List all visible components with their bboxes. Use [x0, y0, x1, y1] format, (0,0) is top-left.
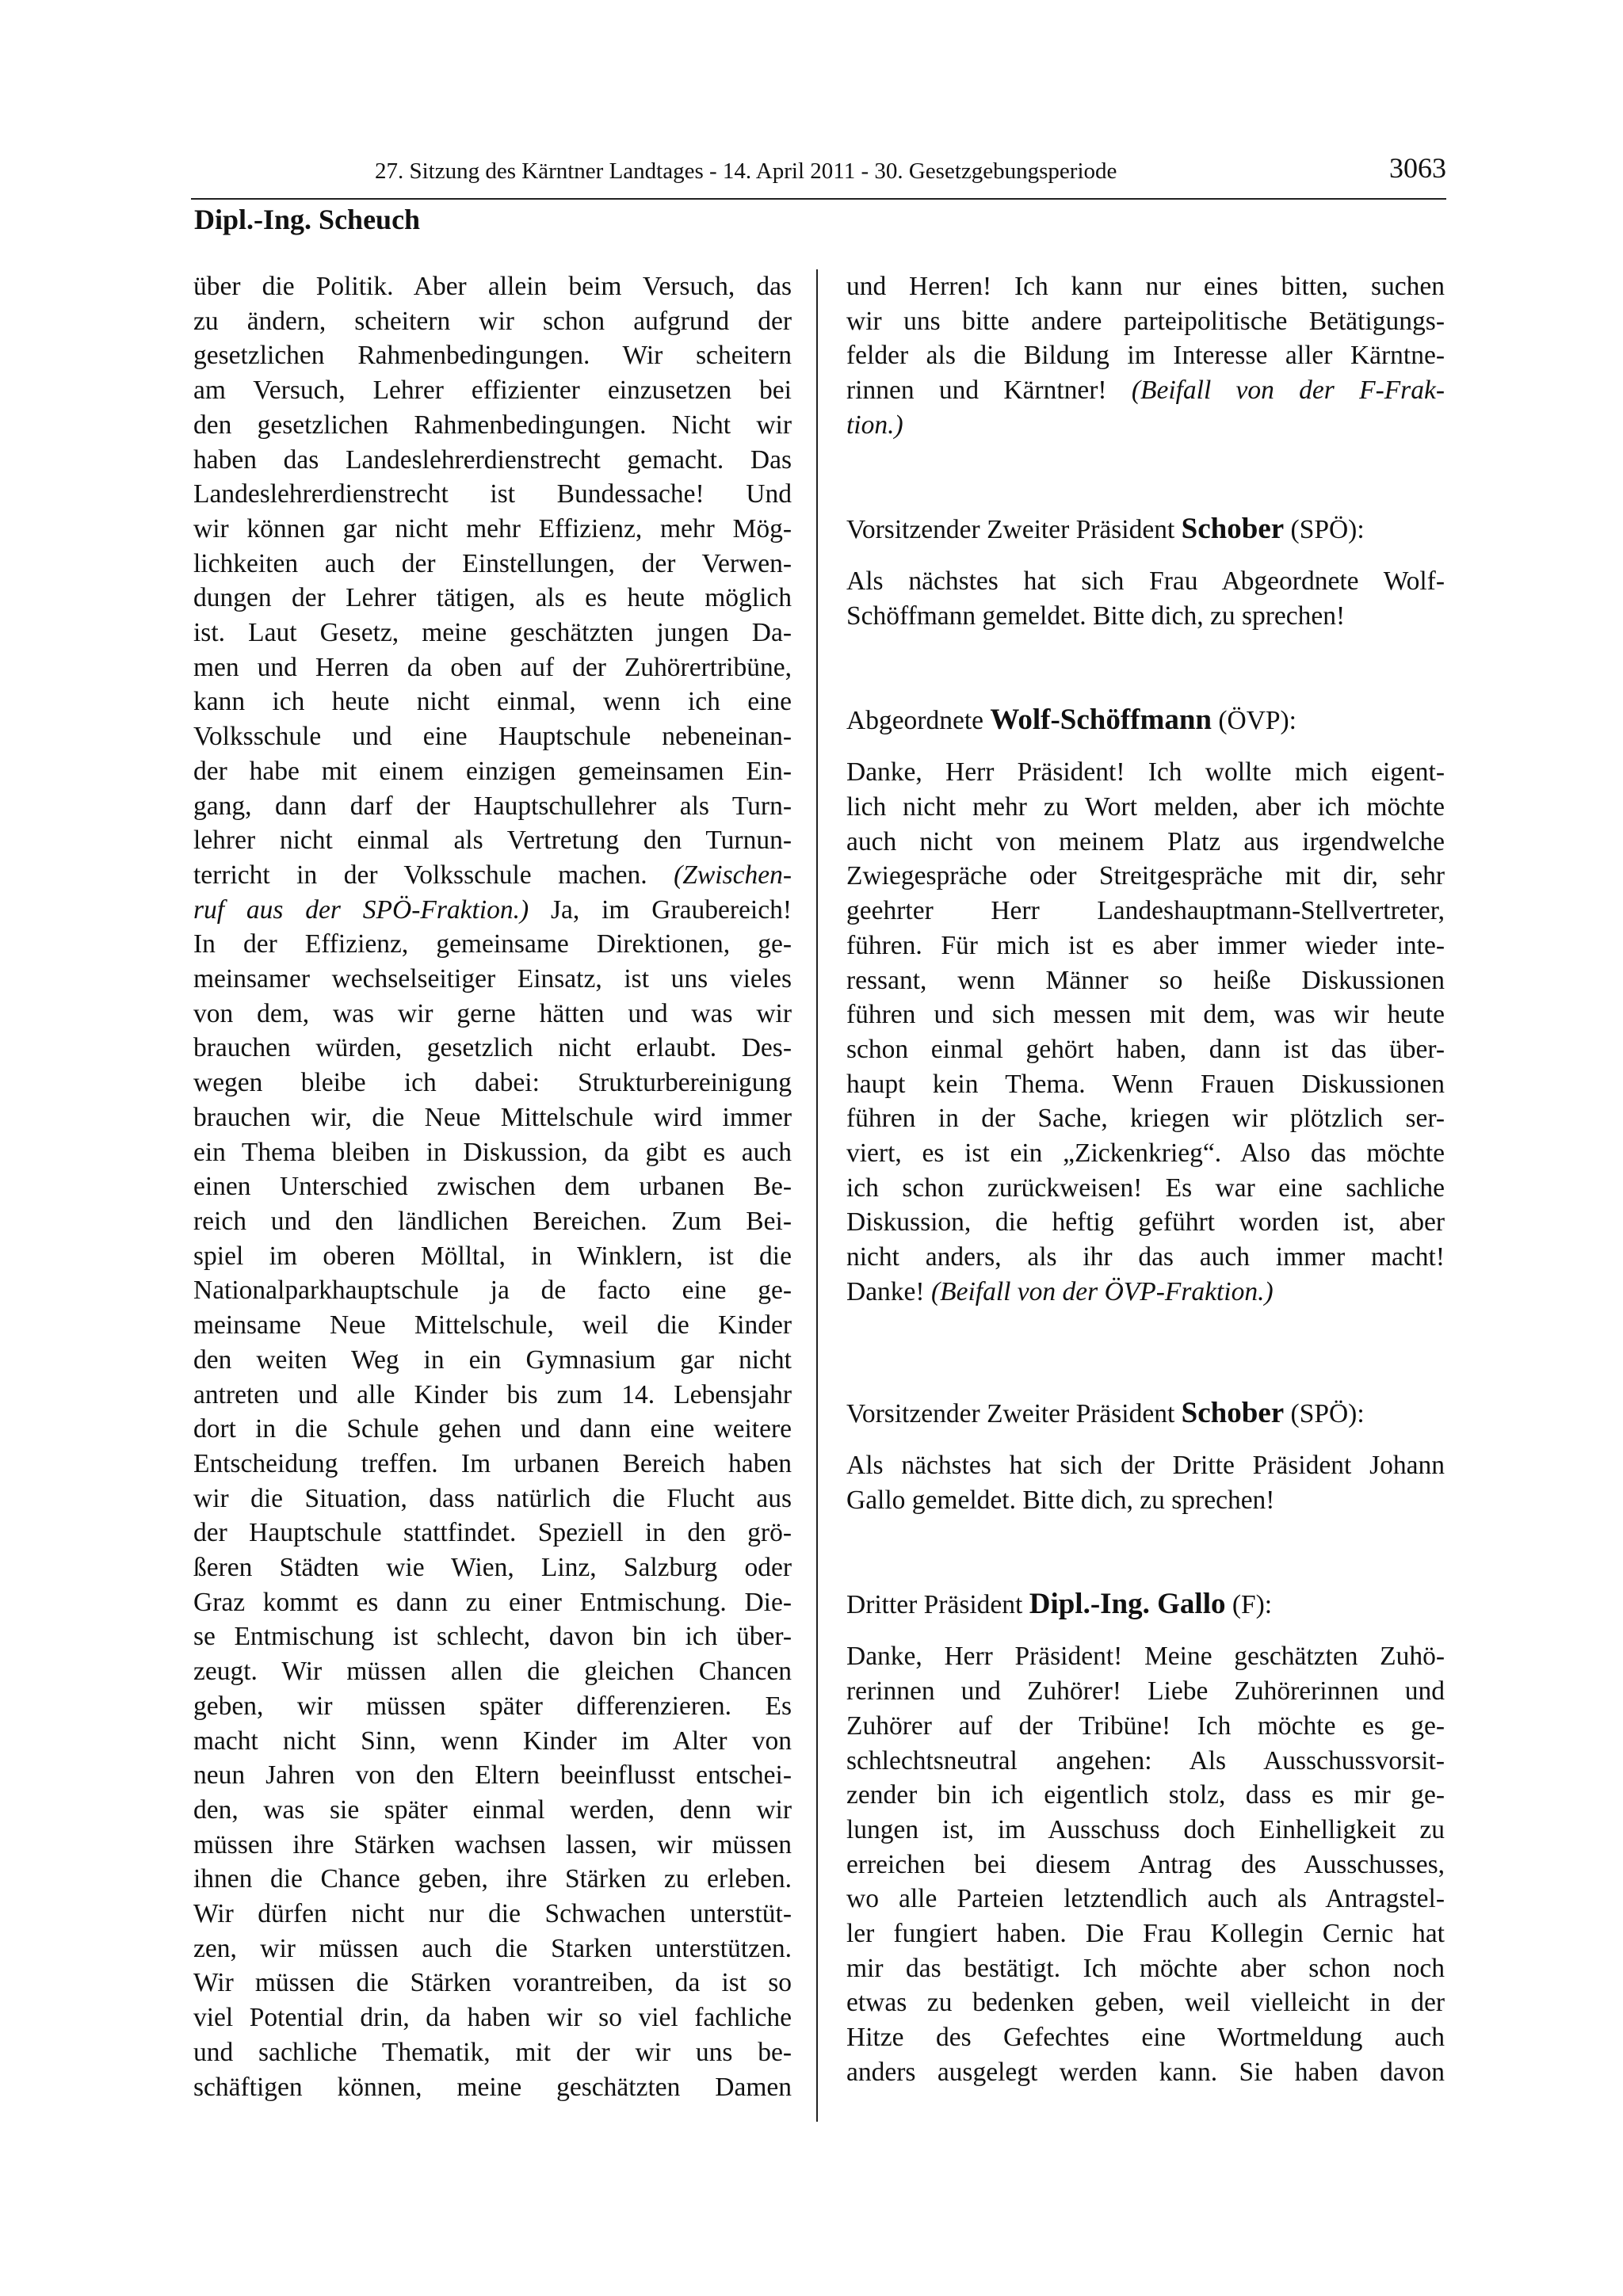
text-line: nicht anders, als ihr das auch immer macht! — [846, 1242, 1445, 1272]
text-line: Hitze des Gefechtes eine Wortmeldung auch — [846, 2023, 1445, 2053]
text-line: führen und sich messen mit dem, was wir heute — [846, 1000, 1445, 1030]
text-line: antreten und alle Kinder bis zum 14. Lebensjahr — [193, 1379, 792, 1409]
text-line: terricht in der Volksschule machen. (Zwischen- — [193, 860, 792, 890]
text-line: spiel im oberen Mölltal, in Winklern, ist die — [193, 1241, 792, 1271]
text-line: zeugt. Wir müssen allen die gleichen Chancen — [193, 1657, 792, 1687]
page-number: 3063 — [1389, 152, 1446, 184]
speaker-name: Dipl.-Ing. Gallo — [1029, 1587, 1226, 1620]
text-line: brauchen wir, die Neue Mittelschule wird immer — [193, 1102, 792, 1132]
text-line: lich nicht mehr zu Wort melden, aber ich möchte — [846, 792, 1445, 822]
spacer — [846, 1622, 1445, 1639]
text-line: führen. Für mich ist es aber immer wieder inte- — [846, 930, 1445, 960]
text-line: viel Potential drin, da haben wir so viel fachliche — [193, 2003, 792, 2033]
text-line: Landeslehrerdienstrecht ist Bundessache! Und — [193, 479, 792, 509]
running-speaker-name: Dipl.-Ing. Scheuch — [194, 204, 421, 235]
text-line: Zwiegespräche oder Streitgespräche mit dir, sehr — [846, 861, 1445, 891]
text-line: geben, wir müssen später differenzieren. Es — [193, 1691, 792, 1721]
text-line: kann ich heute nicht einmal, wenn ich eine — [193, 687, 792, 717]
spacer — [846, 738, 1445, 755]
text-line: schon einmal gehört haben, dann ist das über- — [846, 1034, 1445, 1064]
text-line: zen, wir müssen auch die Starken unterstützen. — [193, 1933, 792, 1963]
text-line: über die Politik. Aber allein beim Versuch, das — [193, 272, 792, 301]
text-line: und Herren! Ich kann nur eines bitten, suchen — [846, 272, 1445, 301]
text-line: anders ausgelegt werden kann. Sie haben davon — [846, 2057, 1445, 2087]
text-line: wegen bleibe ich dabei: Strukturbereinigung — [193, 1068, 792, 1098]
text-line: men und Herren da oben auf der Zuhörertribüne, — [193, 652, 792, 682]
text-line: Wir müssen die Stärken vorantreiben, da ist so — [193, 1968, 792, 1998]
speaker-role: Abgeordnete — [846, 705, 984, 735]
header-rule — [191, 198, 1446, 200]
text-line: Danke! (Beifall von der ÖVP-Fraktion.) — [846, 1276, 1274, 1306]
speaker-role: Vorsitzender Zweiter Präsident — [846, 1398, 1175, 1428]
text-line: lungen ist, im Ausschuss doch Einhelligkeit zu — [846, 1814, 1445, 1844]
chair-heading-2 — [846, 1396, 1445, 1432]
text-line: meinsamer wechselseitiger Einsatz, ist uns vieles — [193, 964, 792, 994]
continuation-text — [846, 269, 1445, 443]
text-line: wir können gar nicht mehr Effizienz, mehr Mög- — [193, 513, 792, 543]
text-line: gang, dann darf der Hauptschullehrer als Turn- — [193, 791, 792, 821]
speaker-name: Schober — [1181, 1396, 1285, 1429]
text-line: haben das Landeslehrerdienstrecht gemacht. Das — [193, 444, 792, 475]
speech-text-2 — [846, 755, 1445, 1309]
text-line: Entscheidung treffen. Im urbanen Bereich haben — [193, 1448, 792, 1478]
speaker-party: (F): — [1232, 1589, 1273, 1619]
text-line: mir das bestätigt. Ich möchte aber schon noch — [846, 1953, 1445, 1983]
speaker-role: Vorsitzender Zweiter Präsident — [846, 514, 1175, 544]
text-line: Danke, Herr Präsident! Meine geschätzten Zuhö- — [846, 1642, 1445, 1672]
text-line: der habe mit einem einzigen gemeinsamen Ein- — [193, 756, 792, 786]
text-line: den, was sie später einmal werden, denn wir — [193, 1794, 792, 1825]
text-line: macht nicht Sinn, wenn Kinder im Alter von — [193, 1726, 792, 1756]
text-line: auch nicht von meinem Platz aus irgendwelche — [846, 826, 1445, 856]
spacer — [846, 1518, 1445, 1587]
text-line: Zuhörer auf der Tribüne! Ich möchte es ge- — [846, 1711, 1445, 1741]
text-line: etwas zu bedenken geben, weil vielleicht in der — [846, 1988, 1445, 2018]
spacer — [846, 634, 1445, 703]
text-line: gesetzlichen Rahmenbedingungen. Wir scheitern — [193, 341, 792, 371]
text-line: se Entmischung ist schlecht, davon bin ich über- — [193, 1622, 792, 1652]
text-line: von dem, was wir gerne hätten und was wir — [193, 998, 792, 1028]
text-line: rinnen und Kärntner! (Beifall von der F-Frak- — [846, 376, 1445, 406]
text-line: reich und den ländlichen Bereichen. Zum Bei- — [193, 1206, 792, 1236]
text-line: haupt kein Thema. Wenn Frauen Diskussionen — [846, 1069, 1445, 1099]
text-line: ler fungiert haben. Die Frau Kollegin Cernic hat — [846, 1919, 1445, 1949]
text-line: den gesetzlichen Rahmenbedingungen. Nicht wir — [193, 410, 792, 440]
spacer — [846, 547, 1445, 564]
text-line: Nationalparkhauptschule ja de facto eine ge- — [193, 1276, 792, 1306]
text-line: viert, es ist ein „Zickenkrieg“. Also das möchte — [846, 1138, 1445, 1169]
spacer — [846, 443, 1445, 512]
speaker-heading-3 — [846, 1587, 1445, 1623]
text-line: ressant, wenn Männer so heiße Diskussionen — [846, 965, 1445, 995]
chair-text-2 — [846, 1448, 1445, 1517]
text-line: Als nächstes hat sich Frau Abgeordnete Wolf- — [846, 566, 1445, 597]
chair-heading-1 — [846, 512, 1445, 547]
text-line: Diskussion, die heftig geführt worden ist, aber — [846, 1207, 1445, 1238]
text-line: Danke, Herr Präsident! Ich wollte mich eigent- — [846, 757, 1445, 788]
text-line: wo alle Parteien letztendlich auch als Antragstel- — [846, 1884, 1445, 1914]
text-line: neun Jahren von den Eltern beeinflusst entschei- — [193, 1760, 792, 1791]
text-line: ihnen die Chance geben, ihre Stärken zu erleben. — [193, 1864, 792, 1894]
text-line: führen in der Sache, kriegen wir plötzlich ser- — [846, 1104, 1445, 1134]
text-line: ein Thema bleiben in Diskussion, da gibt es auch — [193, 1137, 792, 1167]
speaker-name: Wolf-Schöffmann — [990, 703, 1212, 736]
text-line: zu ändern, scheitern wir schon aufgrund der — [193, 306, 792, 336]
speaker-party: (ÖVP): — [1218, 705, 1296, 735]
speaker-party: (SPÖ): — [1290, 514, 1365, 544]
speaker-role: Dritter Präsident — [846, 1589, 1023, 1619]
text-line: wir uns bitte andere parteipolitische Betätigungs- — [846, 306, 1445, 336]
text-line: meinsame Neue Mittelschule, weil die Kinder — [193, 1310, 792, 1341]
text-line: Volksschule und eine Hauptschule nebeneinan- — [193, 722, 792, 752]
text-line: müssen ihre Stärken wachsen lassen, wir müssen — [193, 1829, 792, 1859]
text-line: felder als die Bildung im Interesse aller Kärntne- — [846, 341, 1445, 371]
text-line: den weiten Weg in ein Gymnasium gar nicht — [193, 1344, 792, 1375]
chair-text-1 — [846, 564, 1445, 633]
text-line: In der Effizienz, gemeinsame Direktionen, ge- — [193, 929, 792, 959]
spacer — [846, 1310, 1445, 1396]
speaker-heading-2 — [846, 703, 1445, 738]
text-line: schlechtsneutral angehen: Als Ausschussvorsit- — [846, 1745, 1445, 1775]
left-column — [193, 269, 792, 2104]
text-line: Gallo gemeldet. Bitte dich, zu sprechen! — [846, 1485, 1275, 1515]
text-line: ßeren Städten wie Wien, Linz, Salzburg oder — [193, 1553, 792, 1583]
speaker-name: Schober — [1181, 512, 1285, 545]
text-line: Graz kommt es dann zu einer Entmischung. Die- — [193, 1587, 792, 1617]
spacer — [846, 1431, 1445, 1448]
text-line: brauchen würden, gesetzlich nicht erlaubt. Des- — [193, 1033, 792, 1063]
text-line: Als nächstes hat sich der Dritte Präsident Johann — [846, 1451, 1445, 1481]
text-line: zender bin ich eigentlich stolz, dass es mir ge- — [846, 1780, 1445, 1810]
text-line: wir die Situation, dass natürlich die Flucht aus — [193, 1483, 792, 1513]
text-line: lehrer nicht einmal als Vertretung den Turnun- — [193, 826, 792, 856]
session-title: 27. Sitzung des Kärntner Landtages - 14. April 2011 - 30. Gesetzgebungsperiode — [375, 158, 1117, 184]
speaker-party: (SPÖ): — [1290, 1398, 1365, 1428]
text-line: erreichen bei diesem Antrag des Ausschusses, — [846, 1849, 1445, 1879]
text-line: tion.) — [846, 410, 903, 440]
text-line: ruf aus der SPÖ-Fraktion.) Ja, im Graubereich! — [193, 894, 792, 925]
column-divider — [816, 269, 818, 2122]
text-line: Wir dürfen nicht nur die Schwachen unterstüt- — [193, 1899, 792, 1929]
speech-text-3 — [846, 1639, 1445, 2089]
text-line: und sachliche Thematik, mit der wir uns be- — [193, 2037, 792, 2067]
text-line: ist. Laut Gesetz, meine geschätzten jungen Da- — [193, 618, 792, 648]
text-line: dort in die Schule gehen und dann eine weitere — [193, 1414, 792, 1444]
text-line: lichkeiten auch der Einstellungen, der Verwen- — [193, 548, 792, 578]
text-line: dungen der Lehrer tätigen, als es heute möglich — [193, 583, 792, 613]
text-line: einen Unterschied zwischen dem urbanen Be- — [193, 1172, 792, 1202]
text-line: Schöffmann gemeldet. Bitte dich, zu sprechen! — [846, 601, 1346, 631]
text-line: am Versuch, Lehrer effizienter einzusetzen bei — [193, 376, 792, 406]
right-column — [846, 269, 1445, 2090]
text-line: der Hauptschule stattfindet. Speziell in den grö- — [193, 1518, 792, 1548]
text-line: rerinnen und Zuhörer! Liebe Zuhörerinnen und — [846, 1676, 1445, 1707]
text-line: ich schon zurückweisen! Es war eine sachliche — [846, 1173, 1445, 1203]
text-line: schäftigen können, meine geschätzten Damen — [193, 2072, 792, 2102]
text-line: geehrter Herr Landeshauptmann-Stellvertreter, — [846, 896, 1445, 926]
